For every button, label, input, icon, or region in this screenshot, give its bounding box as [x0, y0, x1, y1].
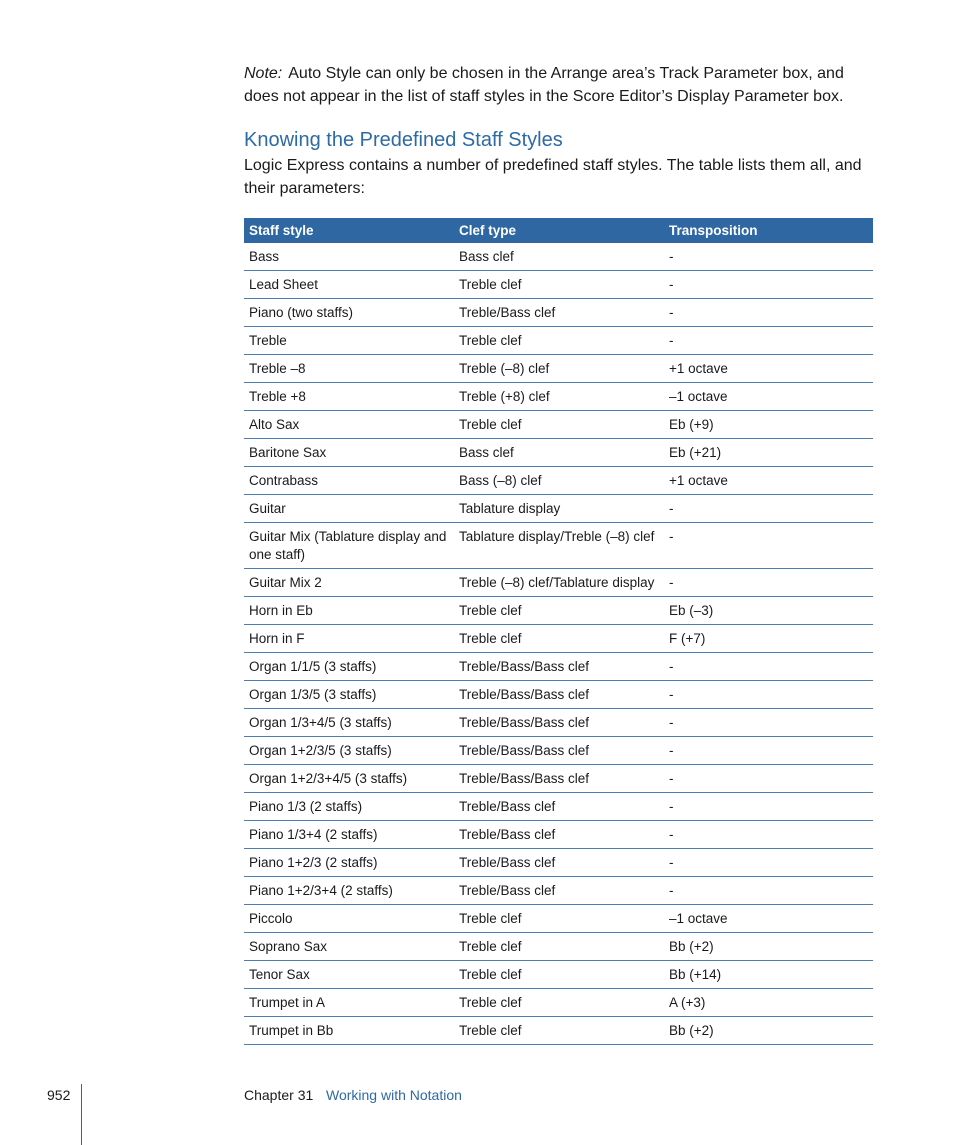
cell-clef-type: Treble (–8) clef/Tablature display	[454, 569, 664, 597]
cell-transposition: -	[664, 737, 873, 765]
cell-transposition: -	[664, 299, 873, 327]
cell-transposition: -	[664, 709, 873, 737]
table-row	[244, 681, 873, 709]
table-row	[244, 625, 873, 653]
cell-staff-style: Trumpet in Bb	[244, 1017, 454, 1045]
footer-chapter-title: Working with Notation	[326, 1087, 462, 1103]
cell-clef-type: Treble clef	[454, 989, 664, 1017]
cell-transposition: Bb (+2)	[664, 1017, 873, 1045]
cell-staff-style: Organ 1+2/3/5 (3 staffs)	[244, 737, 454, 765]
cell-staff-style: Alto Sax	[244, 411, 454, 439]
table-row	[244, 765, 873, 793]
header-clef-type: Clef type	[454, 218, 664, 243]
cell-staff-style: Piano 1+2/3 (2 staffs)	[244, 849, 454, 877]
table-row	[244, 737, 873, 765]
cell-clef-type: Treble clef	[454, 1017, 664, 1045]
table-row	[244, 989, 873, 1017]
table-row	[244, 467, 873, 495]
cell-transposition: -	[664, 849, 873, 877]
cell-staff-style: Piano 1/3+4 (2 staffs)	[244, 821, 454, 849]
cell-transposition: –1 octave	[664, 905, 873, 933]
cell-staff-style: Tenor Sax	[244, 961, 454, 989]
cell-clef-type: Treble clef	[454, 597, 664, 625]
table-row	[244, 383, 873, 411]
cell-clef-type: Treble clef	[454, 933, 664, 961]
table-row	[244, 271, 873, 299]
cell-staff-style: Guitar	[244, 495, 454, 523]
cell-staff-style: Baritone Sax	[244, 439, 454, 467]
cell-staff-style: Trumpet in A	[244, 989, 454, 1017]
cell-clef-type: Treble clef	[454, 327, 664, 355]
footer-divider	[81, 1084, 82, 1145]
table-row	[244, 597, 873, 625]
cell-transposition: -	[664, 569, 873, 597]
cell-clef-type: Treble/Bass/Bass clef	[454, 709, 664, 737]
cell-clef-type: Treble (+8) clef	[454, 383, 664, 411]
table-row	[244, 355, 873, 383]
cell-staff-style: Guitar Mix 2	[244, 569, 454, 597]
cell-transposition: +1 octave	[664, 355, 873, 383]
cell-staff-style: Treble +8	[244, 383, 454, 411]
cell-clef-type: Treble/Bass clef	[454, 793, 664, 821]
cell-clef-type: Treble clef	[454, 411, 664, 439]
table-row	[244, 243, 873, 271]
cell-clef-type: Treble clef	[454, 271, 664, 299]
cell-transposition: -	[664, 495, 873, 523]
header-staff-style: Staff style	[244, 218, 454, 243]
cell-clef-type: Treble/Bass/Bass clef	[454, 653, 664, 681]
table-row	[244, 495, 873, 523]
cell-staff-style: Piano 1/3 (2 staffs)	[244, 793, 454, 821]
table-row	[244, 523, 873, 569]
table-header-row	[244, 218, 873, 243]
cell-clef-type: Treble/Bass clef	[454, 299, 664, 327]
table-row	[244, 411, 873, 439]
cell-transposition: -	[664, 327, 873, 355]
cell-staff-style: Piano 1+2/3+4 (2 staffs)	[244, 877, 454, 905]
cell-staff-style: Organ 1+2/3+4/5 (3 staffs)	[244, 765, 454, 793]
page-number: 952	[47, 1087, 71, 1103]
cell-staff-style: Treble	[244, 327, 454, 355]
cell-transposition: -	[664, 793, 873, 821]
cell-clef-type: Treble clef	[454, 961, 664, 989]
cell-clef-type: Tablature display	[454, 495, 664, 523]
cell-staff-style: Lead Sheet	[244, 271, 454, 299]
page-content	[244, 62, 873, 1045]
cell-clef-type: Tablature display/Treble (–8) clef	[454, 523, 664, 569]
table-row	[244, 299, 873, 327]
section-heading: Knowing the Predefined Staff Styles	[244, 129, 563, 151]
cell-staff-style: Horn in F	[244, 625, 454, 653]
cell-staff-style: Bass	[244, 243, 454, 271]
cell-clef-type: Treble/Bass clef	[454, 821, 664, 849]
cell-clef-type: Treble (–8) clef	[454, 355, 664, 383]
cell-transposition: Eb (+9)	[664, 411, 873, 439]
cell-clef-type: Treble/Bass/Bass clef	[454, 681, 664, 709]
cell-staff-style: Soprano Sax	[244, 933, 454, 961]
cell-transposition: Bb (+2)	[664, 933, 873, 961]
table-row	[244, 793, 873, 821]
cell-clef-type: Treble clef	[454, 905, 664, 933]
table-row	[244, 821, 873, 849]
cell-clef-type: Treble/Bass clef	[454, 877, 664, 905]
cell-transposition: +1 octave	[664, 467, 873, 495]
table-row	[244, 1017, 873, 1045]
table-row	[244, 905, 873, 933]
note-label: Note:	[244, 65, 283, 82]
cell-clef-type: Treble/Bass/Bass clef	[454, 737, 664, 765]
cell-transposition: -	[664, 653, 873, 681]
cell-transposition: Bb (+14)	[664, 961, 873, 989]
table-row	[244, 653, 873, 681]
cell-transposition: F (+7)	[664, 625, 873, 653]
table-row	[244, 961, 873, 989]
table-row	[244, 569, 873, 597]
cell-staff-style: Treble –8	[244, 355, 454, 383]
cell-transposition: -	[664, 523, 873, 569]
note-paragraph	[244, 62, 873, 108]
intro-paragraph: Logic Express contains a number of predefined staff styles. The table lists them all, and their parameters:	[244, 157, 862, 197]
cell-transposition: A (+3)	[664, 989, 873, 1017]
cell-clef-type: Treble/Bass/Bass clef	[454, 765, 664, 793]
cell-clef-type: Bass clef	[454, 243, 664, 271]
table-row	[244, 439, 873, 467]
cell-transposition: -	[664, 243, 873, 271]
staff-styles-table	[244, 218, 873, 1045]
cell-transposition: -	[664, 765, 873, 793]
cell-staff-style: Piano (two staffs)	[244, 299, 454, 327]
cell-transposition: Eb (+21)	[664, 439, 873, 467]
cell-clef-type: Bass clef	[454, 439, 664, 467]
cell-transposition: -	[664, 877, 873, 905]
table-row	[244, 877, 873, 905]
cell-transposition: –1 octave	[664, 383, 873, 411]
cell-staff-style: Contrabass	[244, 467, 454, 495]
table-row	[244, 327, 873, 355]
table-row	[244, 933, 873, 961]
header-transposition: Transposition	[664, 218, 873, 243]
cell-staff-style: Horn in Eb	[244, 597, 454, 625]
cell-clef-type: Treble/Bass clef	[454, 849, 664, 877]
cell-clef-type: Treble clef	[454, 625, 664, 653]
footer-chapter-label: Chapter 31	[244, 1087, 314, 1103]
cell-transposition: -	[664, 681, 873, 709]
cell-staff-style: Piccolo	[244, 905, 454, 933]
cell-transposition: -	[664, 821, 873, 849]
cell-clef-type: Bass (–8) clef	[454, 467, 664, 495]
cell-staff-style: Organ 1/3/5 (3 staffs)	[244, 681, 454, 709]
cell-staff-style: Guitar Mix (Tablature display and one staff)	[244, 523, 454, 569]
cell-staff-style: Organ 1/3+4/5 (3 staffs)	[244, 709, 454, 737]
cell-transposition: Eb (–3)	[664, 597, 873, 625]
table-body	[244, 243, 873, 1045]
cell-transposition: -	[664, 271, 873, 299]
table-row	[244, 849, 873, 877]
table-row	[244, 709, 873, 737]
cell-staff-style: Organ 1/1/5 (3 staffs)	[244, 653, 454, 681]
note-text: Auto Style can only be chosen in the Arrange area’s Track Parameter box, and does not appear in the list of staff styles in the Score Editor’s Display Parameter box.	[244, 65, 844, 105]
